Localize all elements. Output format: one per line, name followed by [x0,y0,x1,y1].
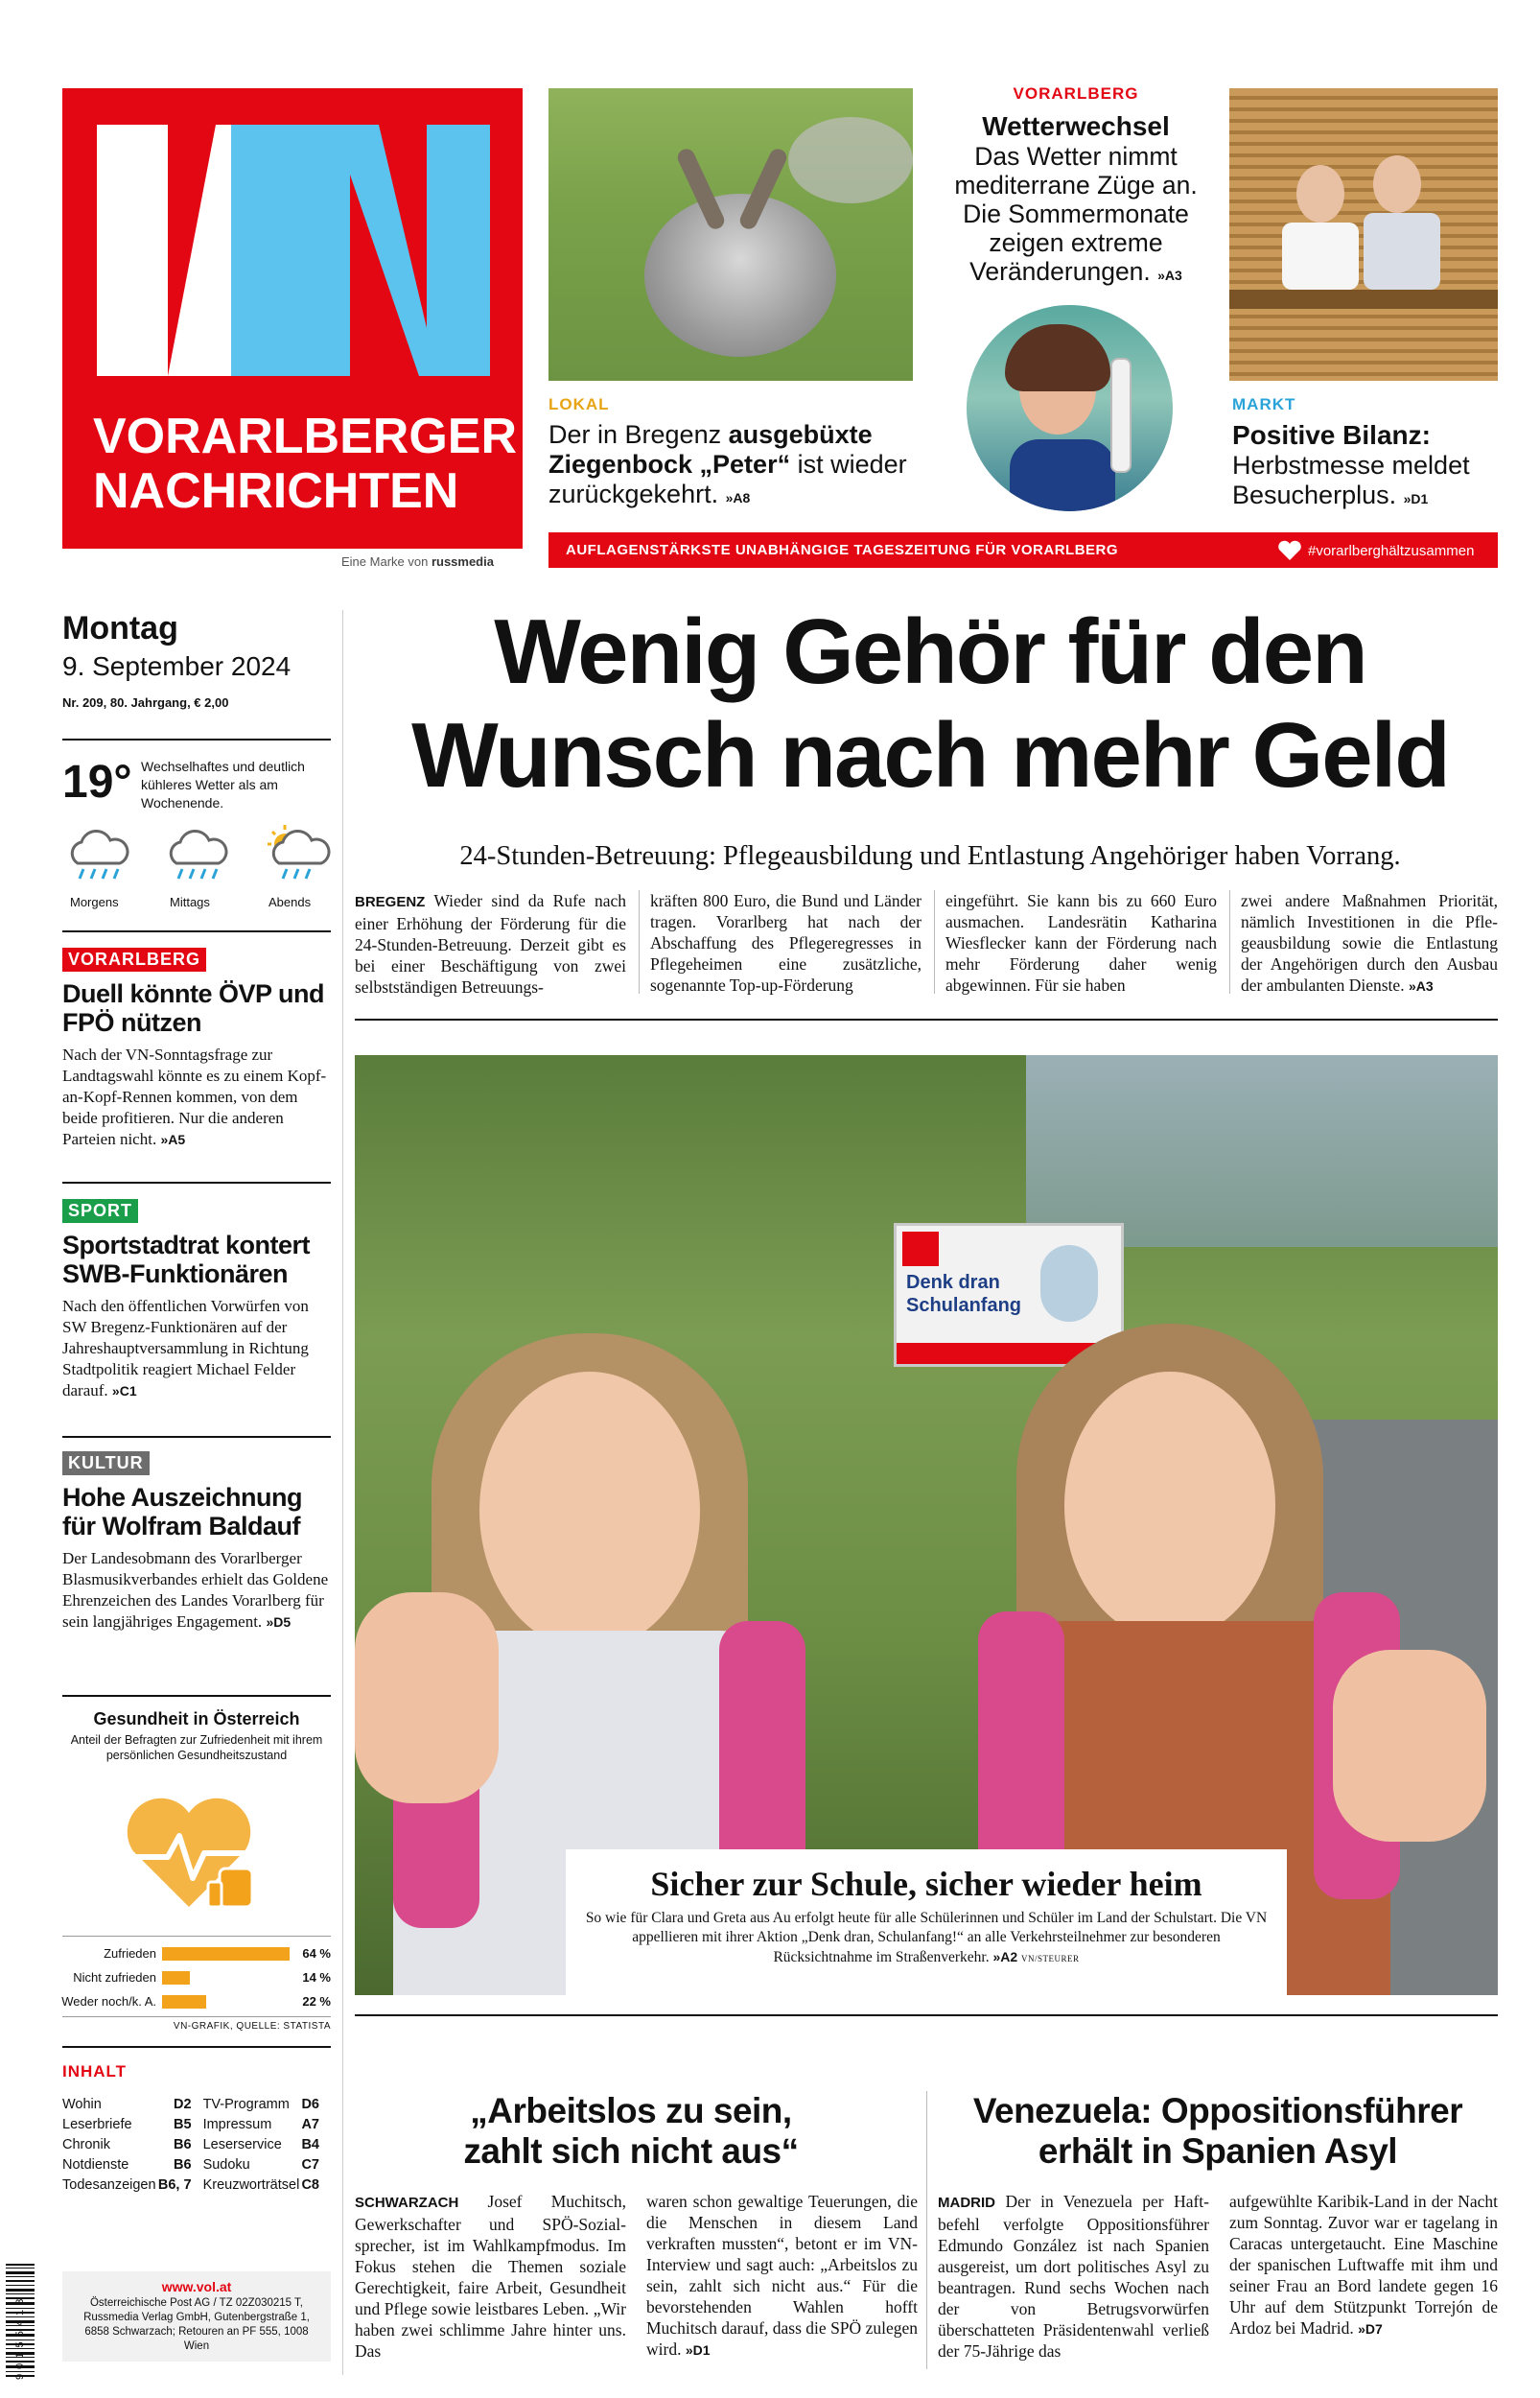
sidebar-item-vorarlberg[interactable] [62,948,331,1150]
story2-headline-line2: zahlt sich nicht aus“ [463,2131,799,2171]
sidebar-ref-kultur: »D5 [266,1614,292,1630]
chart-bar [162,1995,206,2009]
chart-bars [62,1943,331,2015]
toc-row [62,2095,331,2115]
divider [355,2014,1498,2016]
toc-page-ref[interactable]: B4 [301,2137,319,2152]
lead-col-1 [355,890,626,998]
teaser-markt[interactable] [1232,395,1520,514]
teaser-lokal-text-b: ausgebüxte Ziegenbock „Peter“ [548,420,873,479]
lead-ref: »A3 [1408,978,1434,994]
divider [62,2046,331,2048]
sidebar-text-kultur-body: Der Landesobmann des Vorarlberger Blasmusikverbandes erhielt das Goldene Ehrenzeichen des Landes Vorarlberg für sein langjähriges Engagement. [62,1549,329,1631]
sidebar-text-sport-body: Nach den öffentlichen Vorwürfen von SW Bregenz-Funktionären auf der Jahreshauptversammlung in Richtung Stadtpolitik reagiert Michael Felder darauf. [62,1297,309,1399]
weather-period-evening: Abends [268,895,312,909]
caption-text-body: So wie für Clara und Greta aus Au erfolgt heute für alle Schülerinnen und Schüler im Land der Schulstart. Die VN appellieren mit ihrer Aktion „Denk dran, Schulanfang!“ an alle Verkehrsteilnehmer zur besonderen Rücksichtnahme im Straßenverkehr. [585,1910,1268,1965]
brand-note-name: russmedia [431,554,494,569]
sidebar-item-sport[interactable] [62,1199,331,1401]
masthead-name-line1: VORARLBERGER [93,409,518,464]
sidebar-head-sport: Sportstadtrat kontert SWB-Funktionären [62,1231,311,1288]
story2-headline-line1: „Arbeitslos zu sein, [470,2091,792,2130]
chart-value-label: 14 % [302,1970,331,1985]
sidebar-item-kultur[interactable] [62,1451,331,1633]
photo-caption [566,1849,1287,1995]
sidebar-tag-vorarlberg: VORARLBERG [62,948,206,972]
heart-icon [1277,540,1302,561]
sidebar-ref-sport: »C1 [111,1383,137,1399]
toc-page-ref[interactable]: D2 [174,2097,192,2112]
divider [62,1436,331,1438]
lead-headline-line2: Wunsch nach mehr Geld [411,704,1449,807]
banner-text: AUFLAGENSTÄRKSTE UNABHÄNGIGE TAGESZEITUNG FÜR VORARLBERG [566,542,1119,558]
imprint-url[interactable]: www.vol.at [161,2279,232,2294]
brand-note-prefix: Eine Marke von [341,554,432,569]
toc-section-label[interactable]: Notdienste [62,2157,129,2173]
dateline-weekday: Montag [62,610,178,647]
sidebar-ref-vorarlberg: »A5 [160,1132,186,1147]
column-divider [342,610,343,2375]
toc-section-label[interactable]: Leserservice [202,2137,282,2152]
teaser-wetter-text [932,142,1220,290]
toc-title: INHALT [62,2062,128,2081]
teaser-lokal-kicker: LOKAL [548,395,610,413]
column-divider [1229,890,1230,994]
photo-credit: VN/STEURER [1021,1954,1080,1963]
story2-col-2-text: waren schon gewaltige Teuerungen, die die Menschen in diesem Land verkraften mussten“, betont er im VN-Interview und sagt auch: „Arbeitslos zu sein, zahlt sich nicht aus.“ Für die bevorstehenden Wahlen hofft Muchitsch darauf, dass die SPÖ zulegen wird. [646,2192,918,2359]
masthead-name-line2: NACHRICHTEN [93,463,459,519]
chart-category-label: Zufrieden [104,1946,156,1961]
teaser-lokal[interactable] [548,395,922,513]
toc-section-label[interactable]: TV-Programm [202,2097,290,2112]
divider [62,1182,331,1184]
column-divider [926,2091,927,2369]
story3-col-2-text: aufgewühlte Karibik-Land in der Nacht zum Sonntag. Zuvor war er tagelang in Caracas untergetaucht. Eine Maschine der spanischen Luftwaffe mit ihm und seiner Frau an Bord landete gegen 16 Uhr auf dem Stützpunkt Torrejón de Ardoz bei Madrid. [1229,2192,1498,2338]
chart-bar-track [162,1971,291,1985]
lead-col-4 [1241,890,1498,997]
lead-col-3: eingeführt. Sie kann bis zu 660 Euro ausmachen. Landesrätin Katharina Wiesflecker kann der Förderung nach mehr Förderung daher wenig abgewinnen. Für sie haben [945,891,1217,995]
column-divider [639,890,640,994]
toc-page-ref[interactable]: B6 [174,2137,192,2152]
chart-subtitle: Anteil der Befragten zur Zufriedenheit mit ihrem persönlichen Gesundheitszustand [70,1733,323,1762]
chart-category-label: Weder noch/k. A. [61,1994,156,2009]
column-divider [934,890,935,994]
toc-section-label[interactable]: Impressum [202,2117,272,2132]
sidebar-text-vorarlberg [62,1045,331,1150]
story3-headline-line2: erhält in Spanien Asyl [1038,2131,1398,2171]
chart-rule [62,2016,331,2017]
toc-page-ref[interactable]: B6 [174,2157,192,2173]
chart-value-label: 64 % [302,1946,331,1961]
teaser-lokal-ref: »A8 [725,490,751,505]
story3-headline[interactable] [938,2091,1498,2172]
chart-value-label: 22 % [302,1994,331,2009]
toc-page-ref[interactable]: B6, 7 [157,2177,192,2193]
billboard-line1: Denk dran [906,1272,1000,1293]
imprint [62,2271,331,2362]
teaser-markt-kicker: MARKT [1232,395,1296,413]
chart-source: VN-GRAFIK, QUELLE: STATISTA [173,2021,331,2032]
weather-woman-photo[interactable] [967,305,1173,511]
toc-page-ref[interactable]: B5 [174,2117,192,2132]
chart-bar [162,1971,190,1985]
dateline-date: 9. September 2024 [62,651,292,681]
story3-col-1-text: Der in Venezuela per Haftbefehl verfolgte Oppositionsführer Edmundo González ist nach Spanien ausgereist, um dort politisches Asyl zu beantragen. Rund sechs Wochen nach der von Betrugsvorwürfen überschatteten Präsidentenwahl verließ der 75-Jährige das [938,2192,1209,2361]
chart-bar-row [62,1943,331,1964]
dateline [62,610,331,710]
toc-section-label[interactable]: Sudoku [202,2157,250,2173]
lead-headline[interactable] [355,600,1505,808]
divider [62,930,331,932]
toc-section-label[interactable]: Kreuzworträtsel [202,2177,300,2193]
story3-place: MADRID [938,2195,995,2211]
story2-ref: »D1 [685,2342,711,2358]
sidebar-tag-sport: SPORT [62,1199,138,1223]
chart-bar-row [62,1991,331,2012]
story3-headline-line1: Venezuela: Oppositionsführer [972,2091,1463,2130]
teaser-lokal-text-a: Der in Bregenz [548,420,729,449]
dateline-issue: Nr. 209, 80. Jahrgang, € 2,00 [62,695,229,710]
teaser-markt-ref: »D1 [1403,491,1429,506]
lead-col-2: kräften 800 Euro, die Bund und Länder tragen. Vorarlberg hat nach der Abschaffung des Pflegeregresses in Pflegeheimen eine zusätzliche, sogenannte Top-up-Förderung [650,891,922,995]
toc-section-label[interactable]: Wohin [62,2097,102,2112]
story3-col-1 [938,2191,1209,2362]
story3-ref: »D7 [1358,2321,1383,2337]
barcode-digits: 9 0 1 5 5 4 1 3 [14,2297,26,2380]
sidebar-head-vorarlberg: Duell könnte ÖVP und FPÖ nützen [62,979,325,1037]
toc-row [62,2115,331,2135]
toc-page-ref[interactable]: A7 [301,2117,319,2132]
heart-health-icon [120,1790,273,1916]
teaser-wetter-title: Wetterwechsel [982,111,1170,141]
rain-cloud-icon [163,829,230,884]
lead-col-1-text: Wieder sind da Rufe nach einer Erhöhung der Förderung für die 24-Stunden-Betreuung. Derzeit gibt es bei einer Beschäftigung von zwei selbstständigen Betreuungs- [355,891,626,997]
weather-period-noon: Mittags [170,895,210,909]
caption-text [585,1909,1268,1968]
teaser-markt-text-body: Herbstmesse meldet Besucherplus. [1232,451,1470,509]
toc-section-label[interactable]: Chronik [62,2137,110,2152]
toc-page-ref[interactable]: C7 [301,2157,319,2173]
sidebar-text-kultur [62,1548,331,1633]
billboard-line2: Schulanfang [906,1295,1022,1316]
health-chart [62,1709,331,2035]
lead-subhead: 24-Stunden-Betreuung: Pflegeausbildung und Entlastung Angehöriger haben Vorrang. [459,841,1401,871]
story3-col-2 [1229,2191,1498,2339]
masthead-logo[interactable] [62,88,523,549]
sidebar-text-sport [62,1296,331,1401]
imprint-text: Österreichische Post AG / TZ 02Z030215 T, Russmedia Verlag GmbH, Gutenbergstraße 1, 6858 Schwarzach; Retouren an PF 555, 1008 Wien [83,2297,310,2352]
teaser-wetter-kicker: VORARLBERG [1013,84,1139,103]
toc-section-label[interactable]: Todesanzeigen [62,2177,156,2193]
weather-temp: 19° [62,757,132,808]
teaser-markt-text [1232,451,1520,514]
herbstmesse-photo[interactable] [1229,88,1498,381]
goat-photo[interactable] [548,88,913,381]
chart-category-label: Nicht zufrieden [73,1970,156,1985]
story2-col-1 [355,2191,626,2362]
chart-bar-track [162,1995,291,2009]
toc-section-label[interactable]: Leserbriefe [62,2117,132,2132]
divider [355,1019,1498,1021]
divider [62,1695,331,1697]
toc-page-ref[interactable]: D6 [301,2097,319,2112]
chart-bar [162,1947,290,1961]
teaser-wetter[interactable] [932,84,1220,290]
toc-row [62,2175,331,2196]
chart-title: Gesundheit in Österreich [93,1709,300,1728]
teaser-markt-title: Positive Bilanz: [1232,420,1431,450]
sidebar-head-kultur: Hohe Auszeichnung für Wolfram Baldauf [62,1483,303,1540]
vn-logo-icon [62,88,523,405]
toc-row [62,2135,331,2155]
caption-ref: »A2 [992,1949,1018,1964]
weather-period-morning: Morgens [70,895,119,909]
hashtag[interactable]: #vorarlberghältzusammen [1308,543,1475,559]
teaser-wetter-text-body: Das Wetter nimmt mediterrane Züge an. Die Sommermonate zeigen extreme Veränderungen. [954,142,1198,286]
chart-bar-row [62,1967,331,1988]
story2-col-2 [646,2191,918,2361]
toc-row [62,2155,331,2175]
lead-col-4-text: zwei andere Maßnahmen Priorität, nämlich Investitionen in die Pflegeausbildung sowie die Entlastung der Angehörigen durch den Ausbau der ambulanten Dienste. [1241,891,1498,995]
story2-headline[interactable] [355,2091,907,2172]
rain-cloud-icon [64,829,131,884]
lead-headline-line1: Wenig Gehör für den [494,600,1366,703]
weather-box [62,756,331,919]
sun-rain-cloud-icon [260,823,331,884]
caption-title: Sicher zur Schule, sicher wieder heim [650,1865,1202,1903]
brand-note [341,554,494,569]
chart-bar-track [162,1947,291,1961]
story2-place: SCHWARZACH [355,2195,459,2211]
toc-table [62,2095,331,2196]
table-of-contents [62,2062,331,2196]
teaser-lokal-text [548,420,922,513]
teaser-wetter-ref: »A3 [1157,268,1182,283]
teaser-lokal-text-c: ist wieder zurückgekehrt. [548,450,907,508]
sidebar-tag-kultur: KULTUR [62,1451,150,1475]
sidebar-text-vorarlberg-body: Nach der VN-Sonntagsfrage zur Landtagswahl könnte es zu einem Kopf-an-Kopf-Rennen kommen, von dem beide profitieren. Nur die anderen Parteien nicht. [62,1046,327,1148]
story2-col-1-text: Josef Muchitsch, Gewerkschafter und SPÖ-Sozialsprecher, ist im Wahlkampfmodus. Im Fokus stehen die Themen soziale Gerechtigkeit, faire Arbeit, Gesundheit und Pflege sowie leistbares Leben. „Wir haben zwei schlimme Jahre hinter uns. Das [355,2192,626,2361]
lead-place: BREGENZ [355,894,426,910]
divider [62,739,331,741]
toc-page-ref[interactable]: C8 [301,2177,319,2193]
chart-rule [62,1936,331,1937]
weather-text: Wechselhaftes und deutlich kühleres Wetter als am Wochenende. [141,759,305,811]
masthead-banner [548,532,1498,568]
